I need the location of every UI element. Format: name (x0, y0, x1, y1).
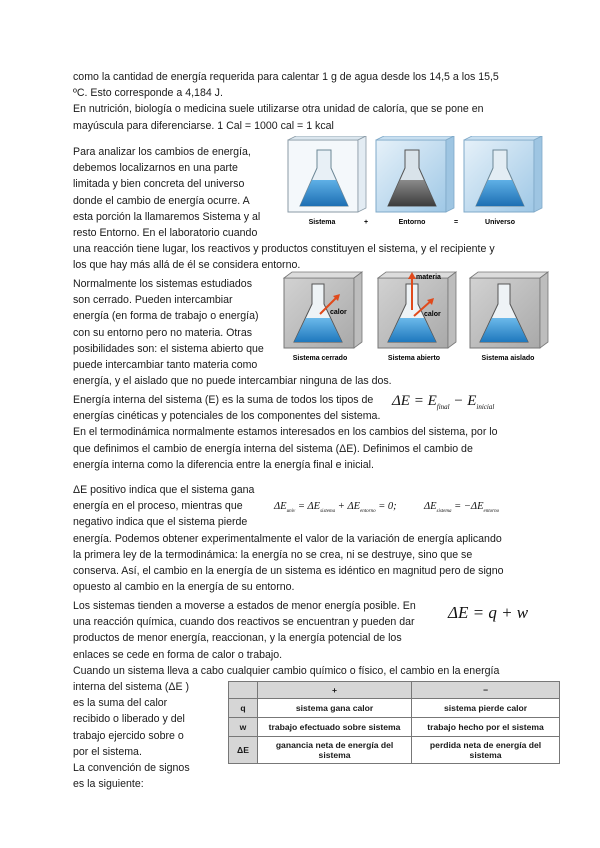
system-box (288, 136, 366, 212)
open-system-box (378, 272, 456, 348)
text-line: como la cantidad de energía requerida para calentar 1 g de agua desde los 14,5 a los 15,5 (73, 71, 499, 83)
table-key-cell: ΔE (229, 737, 258, 764)
universe-energy-equation: $\Delta E_{univ} = \Delta E_{sistema} + \Delta E_{entorno} = 0$; $\Delta E_{sistema} = -\Delta E_{entorno}$ (274, 501, 500, 515)
table-cell: perdida neta de energía del sistema (412, 737, 560, 764)
table-key-cell: q (229, 699, 258, 718)
table-key-cell: w (229, 718, 258, 737)
text-line: los que hay más allá de él se considera entorno. (73, 259, 301, 272)
delta-e-equation: $\Delta E = E_{final} - E_{inicial}$ (392, 393, 495, 411)
caption-environment: Entorno (398, 219, 426, 226)
text-line: debemos localizarnos en una parte (73, 162, 238, 175)
caption-equals: = (453, 219, 459, 226)
table-cell: ganancia neta de energía del sistema (258, 737, 412, 764)
system-environment-universe-figure (284, 136, 562, 234)
closed-system-box (284, 272, 362, 348)
caption-isolated: Sistema aislado (481, 355, 535, 362)
text-line: mayúscula para diferenciarse. 1 Cal = 1000 cal = 1 kcal (73, 119, 334, 132)
text-line: una reacción química, cuando dos reactivos se encuentran y pueden dar (73, 616, 415, 629)
text-line: es la suma del calor (73, 697, 168, 710)
system-types-figure (280, 270, 562, 364)
heat-label: calor (424, 311, 441, 318)
text-line: conserva. Así, el cambio en la energía de un sistema es idéntico en magnitud pero de signo (73, 565, 504, 578)
table-row (229, 699, 560, 718)
sign-paragraph (73, 482, 504, 595)
text-line: Energía interna del sistema (E) es la suma de todos los tipos de (73, 394, 374, 406)
text-line: productos de menor energía, reaccionan, y la energía potencial de los (73, 632, 402, 645)
heat-label: calor (330, 309, 347, 316)
caption-system: Sistema (308, 219, 336, 226)
text-line: ºC. Esto corresponde a 4,184 J. (73, 87, 223, 100)
table-cell: trabajo efectuado sobre sistema (258, 718, 412, 737)
universe-box (464, 136, 542, 212)
text-line: ΔE positivo indica que el sistema gana (73, 484, 255, 496)
text-line: enlaces se cede en forma de calor o trabajo. (73, 648, 283, 661)
table-row (229, 718, 560, 737)
sign-convention-paragraph (73, 679, 190, 792)
text-line: interna del sistema (ΔE ) (73, 681, 189, 693)
table-header-cell: − (412, 682, 560, 699)
text-line: energía, y el aislado que no puede intercambiar ninguna de las dos. (73, 375, 392, 388)
table-header-cell (229, 682, 258, 699)
text-line: En el termodinámica normalmente estamos interesados en los cambios del sistema, por lo (73, 426, 498, 439)
text-line: es la siguiente: (73, 778, 144, 791)
table-header-row (229, 682, 560, 699)
text-line: que definimos el cambio de energía interna del sistema (ΔE). Definimos el cambio de (73, 442, 473, 455)
sign-convention-table (228, 681, 560, 764)
text-line: energía interna como la diferencia entre la energía final e inicial. (73, 458, 374, 471)
text-line: Para analizar los cambios de energía, (73, 146, 251, 158)
text-line: puede intercambiar tanto materia como (73, 359, 258, 372)
isolated-system-box (470, 272, 548, 348)
text-line: Los sistemas tienden a moverse a estados de menor energía posible. En (73, 600, 416, 612)
text-line: energía (en forma de trabajo o energía) (73, 310, 259, 323)
text-line: negativo indica que el sistema pierde (73, 516, 248, 529)
text-line: energía. Podemos obtener experimentalmente el valor de la variación de energía aplicando (73, 532, 502, 545)
environment-box (376, 136, 454, 212)
text-line: con su entorno pero no materia. Otras (73, 326, 253, 339)
intro-paragraph (73, 69, 499, 134)
text-line: Normalmente los sistemas estudiados (73, 278, 252, 290)
caption-universe: Universo (485, 219, 515, 226)
text-line: posibilidades son: el sistema abierto que (73, 342, 264, 355)
text-line: opuesto al cambio en la energía de su entorno. (73, 581, 295, 594)
caption-plus: + (363, 219, 369, 226)
caption-open: Sistema abierto (387, 355, 441, 362)
lower-energy-paragraph (73, 598, 499, 679)
text-line: En nutrición, biología o medicina suele utilizarse otra unidad de caloría, que se pone en (73, 103, 484, 116)
first-law-equation: ΔE = q + w (448, 603, 529, 622)
table-header-cell: + (258, 682, 412, 699)
text-line: por el sistema. (73, 745, 142, 758)
matter-label: materia (416, 274, 441, 281)
text-line: energía en el proceso, mientras que (73, 500, 243, 513)
text-line: La convención de signos (73, 762, 190, 775)
text-line: una reacción tiene lugar, los reactivos y productos constituyen el sistema, y el recipiente y (73, 243, 495, 256)
text-line: Cuando un sistema lleva a cabo cualquier cambio químico o físico, el cambio en la energía (73, 664, 500, 677)
text-line: la primera ley de la termodinámica: la energía no se crea, ni se destruye, sino que se (73, 548, 473, 561)
text-line: energías cinéticas y potenciales de los componentes del sistema. (73, 410, 381, 423)
table-cell: sistema gana calor (258, 699, 412, 718)
table-cell: trabajo hecho por el sistema (412, 718, 560, 737)
text-line: esta porción la llamaremos Sistema y al (73, 210, 261, 223)
table-row (229, 737, 560, 764)
text-line: son cerrado. Pueden intercambiar (73, 294, 233, 307)
text-line: donde el cambio de energía ocurre. A (73, 194, 250, 207)
text-line: resto Entorno. En el laboratorio cuando (73, 227, 258, 240)
caption-closed: Sistema cerrado (292, 355, 348, 362)
text-line: limitada y bien concreta del universo (73, 178, 245, 191)
text-line: recibido o liberado y del (73, 713, 185, 726)
text-line: trabajo ejercido sobre o (73, 729, 184, 742)
table-cell: sistema pierde calor (412, 699, 560, 718)
